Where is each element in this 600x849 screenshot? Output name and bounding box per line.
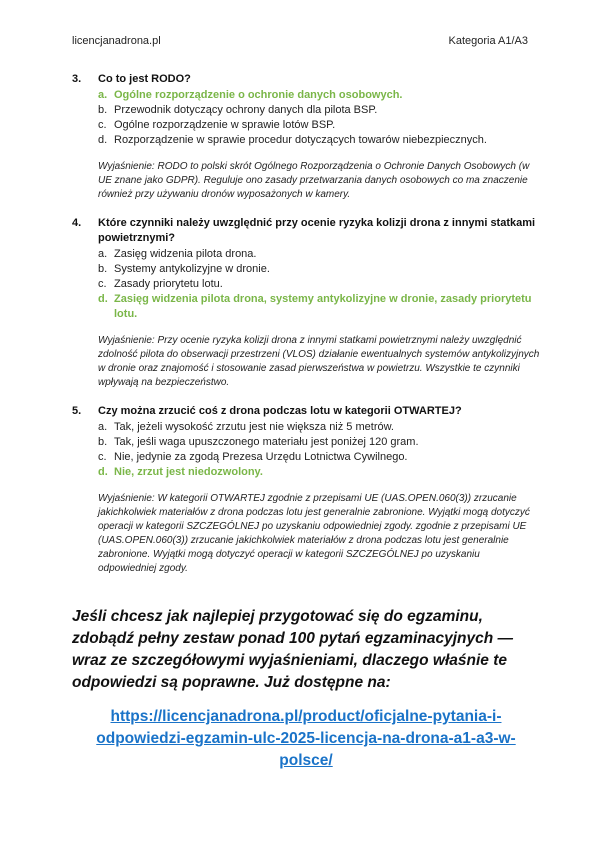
option-text: Tak, jeśli waga upuszczonego materiału jest poniżej 120 gram.	[114, 436, 419, 448]
question-number: 5.	[72, 405, 82, 417]
option-text: Nie, jedynie za zgodą Prezesa Urzędu Lotnictwa Cywilnego.	[114, 451, 408, 463]
option-text: Systemy antykolizyjne w dronie.	[114, 263, 270, 275]
option-text: Zasady priorytetu lotu.	[114, 278, 223, 290]
option-text: Ogólne rozporządzenie o ochronie danych osobowych.	[114, 89, 403, 101]
question-block	[72, 404, 540, 576]
question-heading	[72, 404, 540, 419]
answer-option	[98, 103, 540, 118]
option-text: Zasięg widzenia pilota drona, systemy antykolizyjne w dronie, zasady priorytetu lotu.	[114, 293, 532, 320]
question-text: Czy można zrzucić coś z drona podczas lotu w kategorii OTWARTEJ?	[98, 405, 462, 417]
option-letter: d.	[98, 134, 108, 146]
question-heading	[72, 72, 540, 87]
page-header	[72, 35, 528, 47]
answer-option	[98, 247, 540, 262]
category-label: Kategoria A1/A3	[448, 35, 528, 47]
question-number: 4.	[72, 217, 82, 229]
answer-option	[98, 262, 540, 277]
explanation-text: Wyjaśnienie: Przy ocenie ryzyka kolizji drona z innymi statkami powietrznymi należy uwzględnić zdolność pilota do obserwacji przestrzeni (VLOS) działanie ewentualnych systemów antykolizyjnych w dronie oraz znajomość i stosowanie zasad pierwszeństwa w powietrzu. Wszystkie te czynniki wpływają na bezpieczeństwo.	[98, 335, 540, 388]
explanation-text: Wyjaśnienie: W kategorii OTWARTEJ zgodnie z przepisami UE (UAS.OPEN.060(3)) zrzucanie jakichkolwiek materiałów z drona podczas lotu jest generalnie zabronione. Wyjątki mogą dotyczyć operacji w kategorii SZCZEGÓLNEJ po uzyskaniu odpowiedniej zgody. zgodnie z przepisami UE (UAS.OPEN.060(3)) zrzucanie jakichkolwiek materiałów z drona podczas lotu jest generalnie zabronione. Wyjątki mogą dotyczyć operacji w kategorii SZCZEGÓLNEJ po uzyskaniu odpowiedniej zgody.	[98, 493, 530, 574]
option-letter: c.	[98, 119, 107, 131]
question-number: 3.	[72, 73, 82, 85]
site-name: licencjanadrona.pl	[72, 35, 161, 47]
answer-option	[98, 133, 540, 148]
option-letter: c.	[98, 278, 107, 290]
option-letter: a.	[98, 421, 108, 433]
question-block	[72, 216, 540, 390]
option-text: Ogólne rozporządzenie w sprawie lotów BSP.	[114, 119, 336, 131]
answer-list	[98, 420, 540, 480]
option-letter: d.	[98, 466, 108, 478]
answer-list	[98, 247, 540, 322]
question-text: Które czynniki należy uwzględnić przy ocenie ryzyka kolizji drona z innymi statkami powietrznymi?	[98, 217, 536, 244]
question-block	[72, 72, 540, 202]
option-text: Tak, jeżeli wysokość zrzutu jest nie większa niż 5 metrów.	[114, 421, 394, 433]
option-text: Rozporządzenie w sprawie procedur dotyczących towarów niebezpiecznych.	[114, 134, 487, 146]
answer-option-correct	[98, 292, 540, 322]
answer-option	[98, 118, 540, 133]
answer-option	[98, 450, 540, 465]
answer-option	[98, 420, 540, 435]
product-link[interactable]: https://licencjanadrona.pl/product/oficjalne-pytania-i-odpowiedzi-egzamin-ulc-2025-licencja-na-drona-a1-a3-w-polsce/	[96, 708, 516, 769]
option-letter: a.	[98, 248, 108, 260]
question-heading	[72, 216, 540, 246]
option-text: Zasięg widzenia pilota drona.	[114, 248, 257, 260]
promo-text: Jeśli chcesz jak najlepiej przygotować się do egzaminu, zdobądź pełny zestaw ponad 100 pytań egzaminacyjnych — wraz ze szczegółowymi wyjaśnieniami, dlaczego właśnie te odpowiedzi są poprawne. Już dostępne na:	[72, 608, 514, 691]
option-letter: b.	[98, 263, 108, 275]
answer-option	[98, 435, 540, 450]
question-text: Co to jest RODO?	[98, 73, 191, 85]
option-letter: b.	[98, 104, 108, 116]
answer-option-correct	[98, 88, 540, 103]
explanation-text: Wyjaśnienie: RODO to polski skrót Ogólnego Rozporządzenia o Ochronie Danych Osobowych (w UE znane jako GDPR). Reguluje ono zasady przetwarzania danych osobowych co ma znaczenie również przy używaniu dronów wyposażonych w kamery.	[98, 161, 530, 200]
option-letter: a.	[98, 89, 108, 101]
option-text: Nie, zrzut jest niedozwolony.	[114, 466, 263, 478]
option-letter: d.	[98, 293, 108, 305]
answer-list	[98, 88, 540, 148]
option-letter: c.	[98, 451, 107, 463]
document-body	[72, 72, 540, 772]
answer-option-correct	[98, 465, 540, 480]
option-letter: b.	[98, 436, 108, 448]
answer-option	[98, 277, 540, 292]
option-text: Przewodnik dotyczący ochrony danych dla pilota BSP.	[114, 104, 378, 116]
